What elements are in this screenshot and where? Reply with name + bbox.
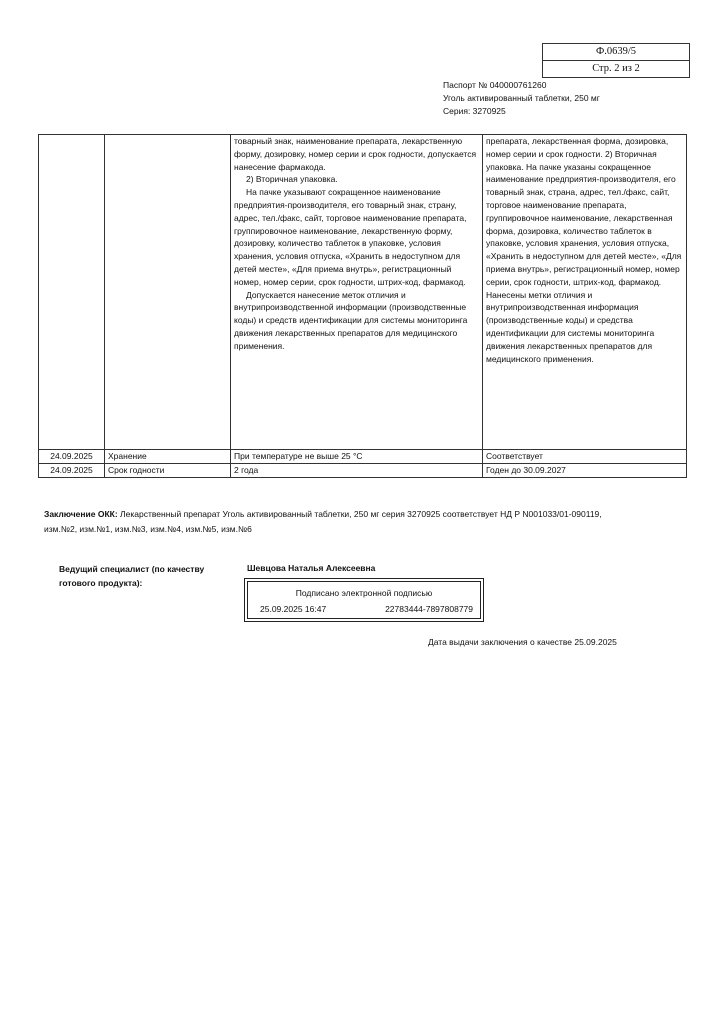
requirement-paragraph: На пачке указывают сокращенное наименование предприятия-производителя, его товарный знак, страну, адрес, тел./факс, сайт, торговое наименование препарата, группировочное наименование, лекарственную форму, дозировку, количество таблеток в упаковке, условия хранения, условия отпуска, «Хранить в недоступном для детей месте», «Для приема внутрь», регистрационный номер, номер серии, срок годности, штрих-код, фармакод. — [234, 187, 467, 287]
passport-number: Паспорт № 040000761260 — [443, 80, 547, 90]
form-code-box — [542, 43, 690, 78]
electronic-signature-stamp — [244, 578, 484, 622]
form-code: Ф.0639/5 — [595, 46, 637, 57]
conclusion — [44, 507, 604, 537]
indicator-cell — [105, 135, 231, 450]
date-cell — [39, 135, 105, 450]
result-cell: Соответствует — [483, 450, 687, 464]
passport-series: Серия: 3270925 — [443, 106, 506, 116]
specialist-label: Ведущий специалист (по качеству готового продукта): — [59, 564, 205, 588]
passport-product: Уголь активированный таблетки, 250 мг — [443, 93, 600, 103]
indicator-cell: Хранение — [105, 450, 231, 464]
requirement-paragraph: товарный знак, наименование препарата, лекарственную форму, дозировку, номер серии и срок годности, допускается нанесение фармакода. — [234, 136, 477, 172]
result-cell — [483, 135, 687, 450]
requirement-cell: 2 года — [231, 463, 483, 477]
signature-datetime: 25.09.2025 16:47 — [260, 604, 327, 614]
table-row-packaging — [39, 135, 687, 450]
date-cell: 24.09.2025 — [39, 463, 105, 477]
signature-certificate: 22783444-7897808779 — [385, 604, 473, 614]
requirement-paragraph: 2) Вторичная упаковка. — [246, 174, 338, 185]
passport-header — [443, 79, 600, 118]
signature-title: Подписано электронной подписью — [295, 588, 433, 598]
page-number: Стр. 2 из 2 — [543, 60, 689, 77]
requirement-cell — [231, 135, 483, 450]
indicator-cell: Срок годности — [105, 463, 231, 477]
issue-date: Дата выдачи заключения о качестве 25.09.2025 — [428, 637, 617, 647]
quality-table — [38, 134, 687, 478]
conclusion-text: Лекарственный препарат Уголь активированный таблетки, 250 мг серия 3270925 соответствует НД Р N001033/01-090119, изм.№2, изм.№1, изм.№3, изм.№4, изм.№5, изм.№6 — [44, 509, 602, 534]
table-row — [39, 463, 687, 477]
requirement-cell: При температуре не выше 25 °С — [231, 450, 483, 464]
requirement-paragraph: Допускается нанесение меток отличия и внутрипроизводственной информации (производственные коды) и средств идентификации для системы мониторинга движения лекарственных препаратов для медицинского применения. — [234, 289, 468, 351]
table-row — [39, 450, 687, 464]
specialist-name: Шевцова Наталья Алексеевна — [247, 563, 376, 573]
result-paragraph: препарата, лекарственная форма, дозировка, номер серии и срок годности. 2) Вторичная упаковка. На пачке указаны сокращенное наименование предприятия-производителя, его товарный знак, страна, адрес, тел./факс, сайт, торговое наименование препарата, группировочное наименование, лекарственная форма, дозировка, количество таблеток в упаковке, условия хранения, условия отпуска, «Хранить в недоступном для детей месте», «Для приема внутрь», регистрационный номер, номер серии, срок годности, штрих-код, фармакод. Нанесены метки отличия и внутрипроизводственная информация (производственные коды) и средства идентификации для системы мониторинга движения лекарственных препаратов для медицинского применения. — [486, 136, 682, 364]
result-cell: Годен до 30.09.2027 — [483, 463, 687, 477]
conclusion-label: Заключение ОКК: — [44, 509, 118, 519]
date-cell: 24.09.2025 — [39, 450, 105, 464]
